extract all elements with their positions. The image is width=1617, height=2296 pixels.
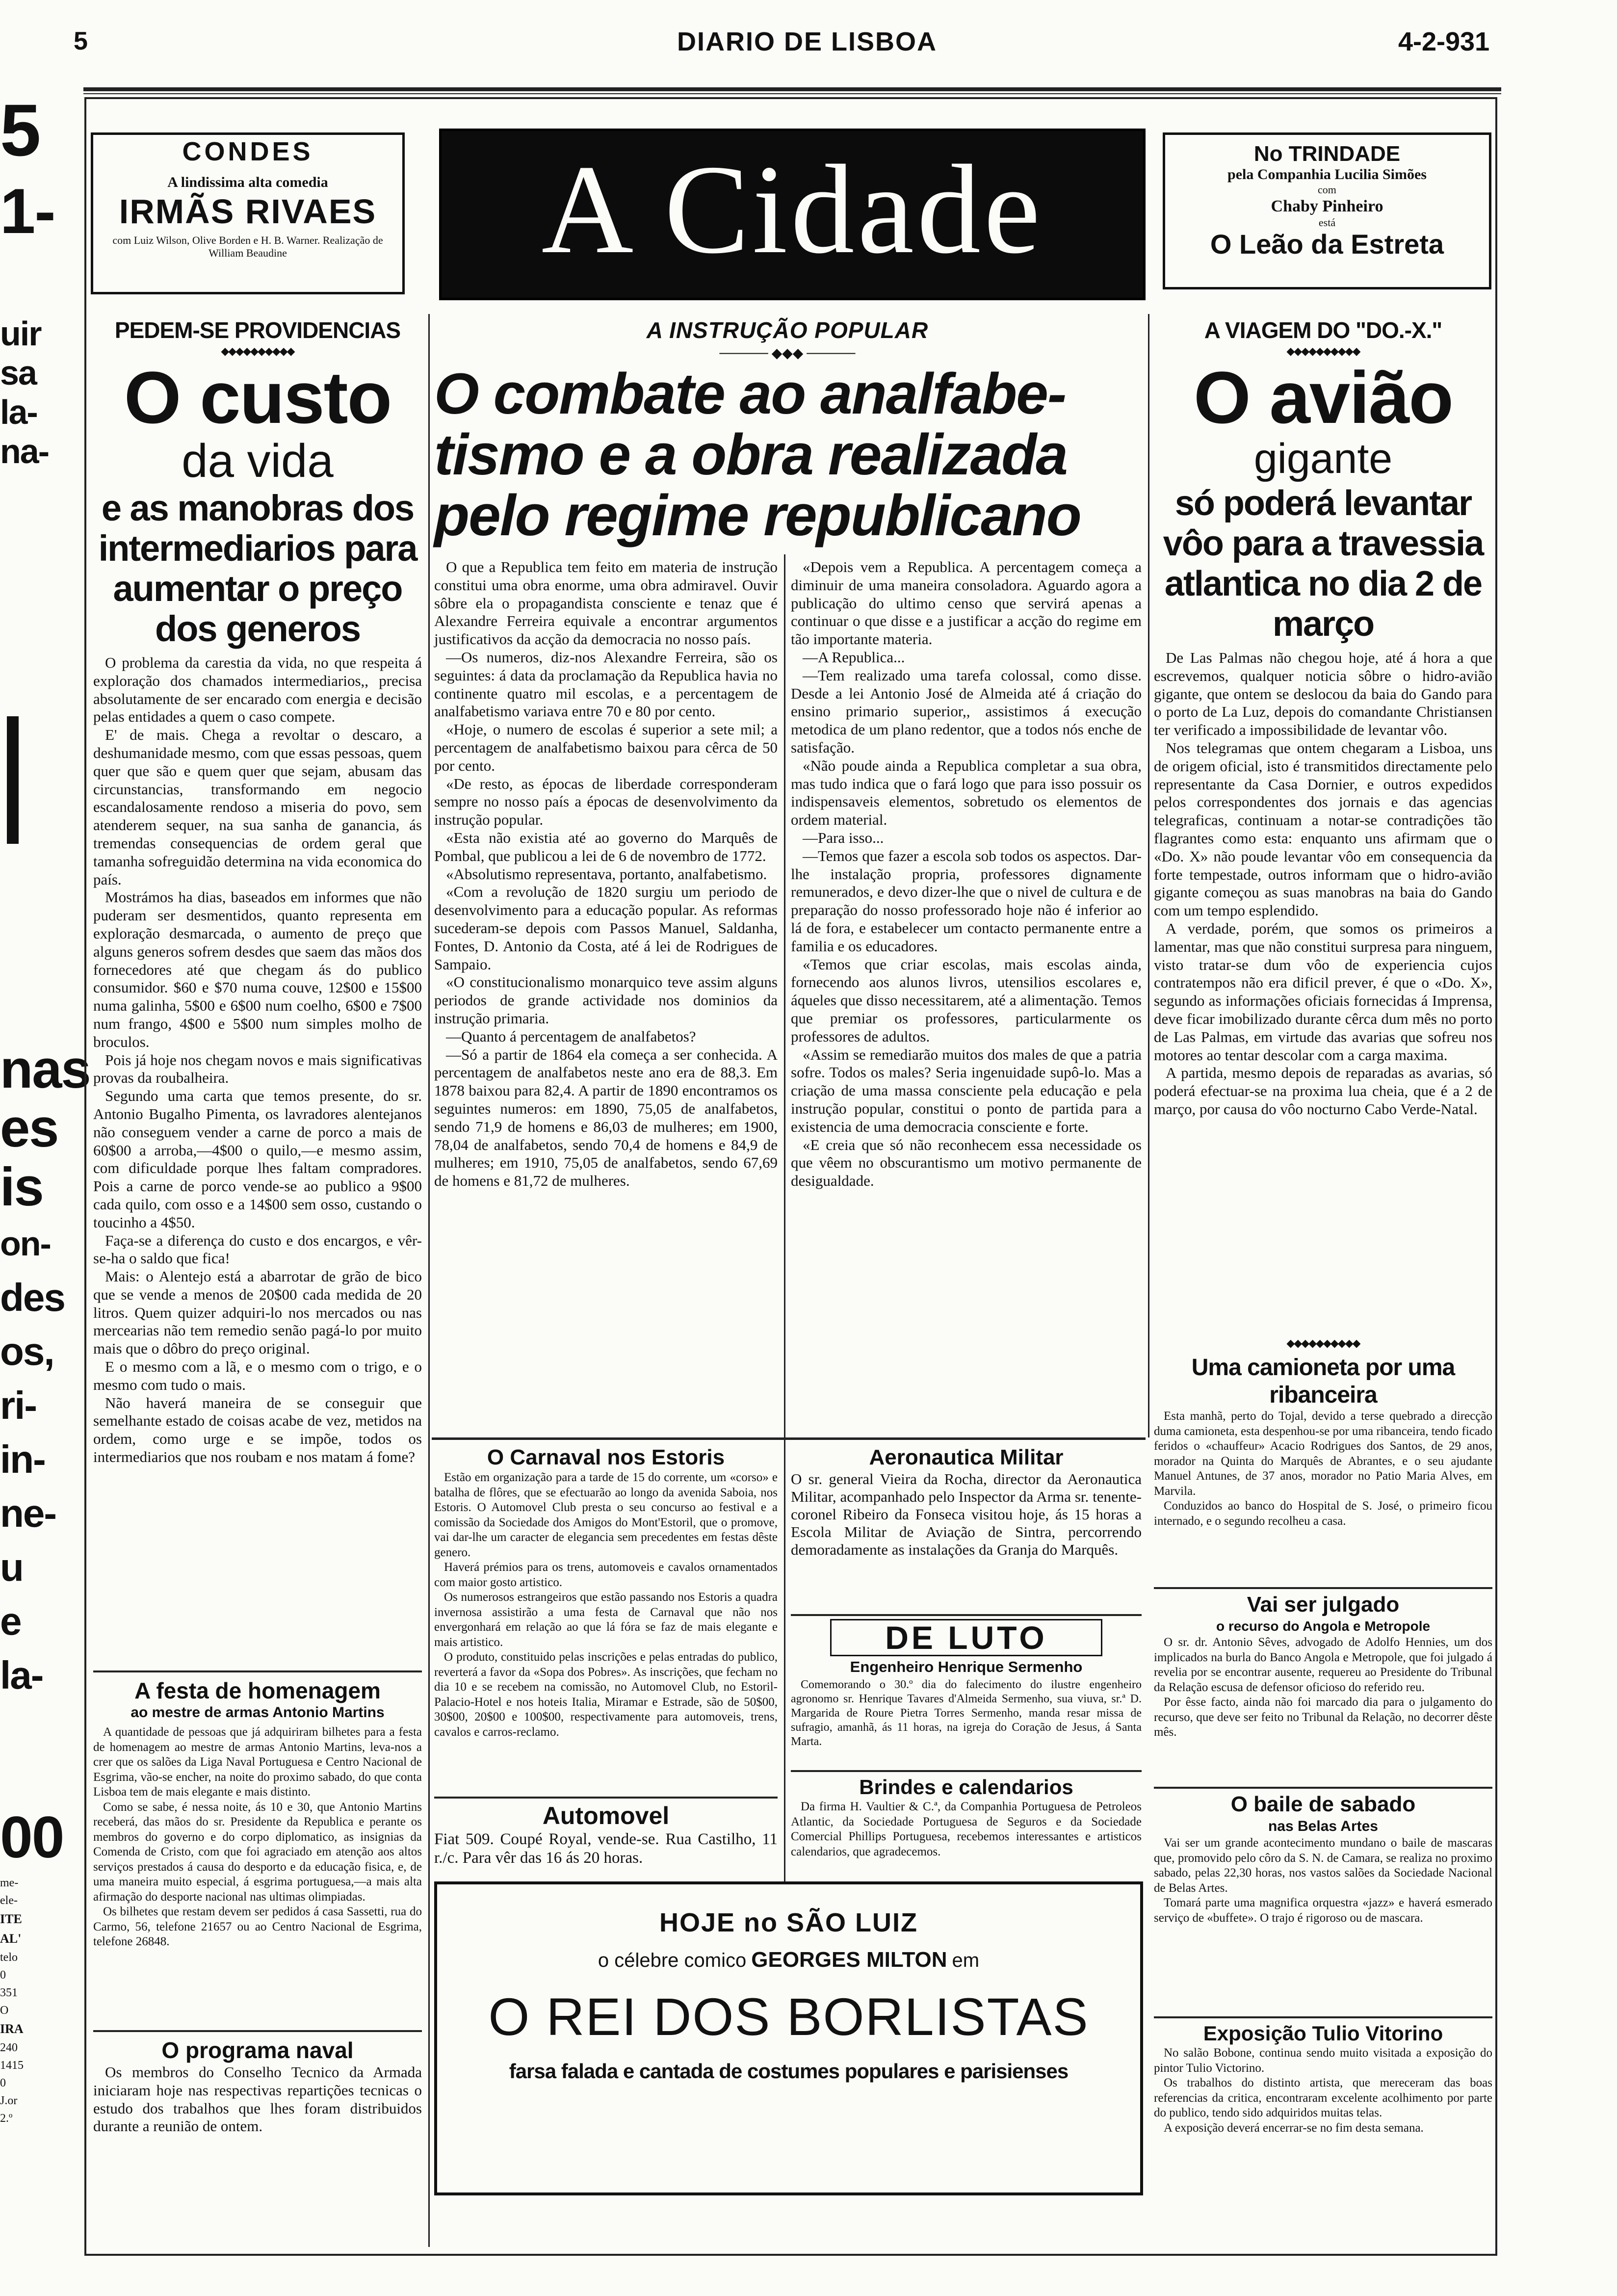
ad-headline: HOJE no SÃO LUIZ: [659, 1908, 918, 1937]
article-title: Uma camioneta por uma ribanceira: [1191, 1355, 1455, 1408]
headline-secondary: da vida: [182, 435, 334, 487]
ad-condes-film: IRMÃS RIVAES: [119, 192, 377, 231]
article-kicker: PEDEM-SE PROVIDENCIAS: [114, 317, 401, 343]
ad-condes: [91, 132, 405, 294]
ad-sao-luiz: HOJE no SÃO LUIZ o célebre comico GEORGES MILTON em O REI DOS BORLISTAS farsa falada e cantada de costumes populares e parisienses: [434, 1881, 1143, 2195]
article-title: A festa de homenagem: [134, 1678, 381, 1703]
headline-main: O avião: [1194, 356, 1453, 439]
headline-main: O custo: [124, 356, 391, 439]
section-title: A Cidade: [541, 139, 1043, 280]
headline-deck: só poderá levantar vôo para a travessia atlantica no dia 2 de março: [1163, 484, 1484, 644]
notice-luto: DE LUTO Engenheiro Henrique Sermenho Comemorando o 30.º dia do falecimento do ilustre engenheiro agronomo sr. Henrique Tavares d'Almeida Sermenho, sua viuva, sr.ª D. Margarida de Roure Pietra Torres Sermenho, manda resar missa de sufragio, amanhã, ás 11 horas, na igreja do Coração de Jesus, á Santa Marta.: [791, 1619, 1142, 1748]
masthead: DIARIO DE LISBOA: [677, 27, 938, 56]
headline-deck: e as manobras dos intermediarios para aumentar o preço dos generos: [98, 488, 417, 649]
article-camioneta: Uma camioneta por uma ribanceira Esta manhã, perto do Tojal, devido a terse quebrado a direcção duma camioneta, esta despenhou-se por uma ribanceira, tendo ficado feridos o «chauffeur» Acacio Rodrigues dos Santos, de 29 anos, morador na Quinta do Marquês de Abrantes, e o seu ajudante Manuel Antunes, de 37 anos, morador no Patio Maria Alves, em Marvila. Conduzidos ao banco do Hospital de S. José, o primeiro ficou internado, e o segundo recolheu a casa.: [1154, 1355, 1493, 1528]
article-kicker: A INSTRUÇÃO POPULAR: [646, 317, 929, 343]
article-subtitle: nas Belas Artes: [1268, 1818, 1378, 1834]
article-instrucao-popular: A INSTRUÇÃO POPULAR ───── ◆◆◆ ───── O combate ao analfabe- tismo e a obra realizada pelo regime republicano: [434, 316, 1141, 546]
ad-subtitle: farsa falada e cantada de costumes populares e parisienses: [509, 2060, 1069, 2083]
classified-automovel: Automovel Fiat 509. Coupé Royal, vende-se. Rua Castilho, 11 r./c. Para vêr das 16 ás 20 horas.: [434, 1802, 778, 1867]
article-carnaval: O Carnaval nos Estoris Estão em organização para a tarde de 15 do corrente, um «corso» e batalha de flôres, que se efectuarão ao longo da avenida Saboia, nos Estoris. O Automovel Club presta o seu concurso ao festival e a comissão da Sociedade dos Amigos do Mont'Estoril, que o promove, vai dar-lhe um caracter de elegancia sem precedentes em festas dêste genero. Haverá prémios para os trens, automoveis e cavalos ornamentados com maior gosto artistico. Os numerosos estrangeiros que estão passando nos Estoris a quadra invernosa assistirão a uma festa de Carnaval que não nos envergonhará em relação ao que lá fóra se faz de mais elegante e mais artistico. O produto, constituido pelas inscrições e pelas entradas do publico, reverterá a favor da «Sopa dos Pobres». As inscrições, que fecham no dia 10 e se recebem na comissão, no Automovel Club, no Estoril-Palacio-Hotel e nos hoteis Italia, Miramar e Estrade, são de 50$00, 30$00, 20$00 e 100$00, respectivamente para automoveis, trens, cavalos e carros-reclamo.: [434, 1445, 778, 1739]
article-aviao-gigante: A VIAGEM DO "DO.-X." ◆◆◆◆◆◆◆◆◆◆ O avião gigante só poderá levantar vôo para a travessia atlantica no dia 2 de março De Las Palmas não chegou hoje, até á hora a que escrevemos, qualquer noticia sôbre o hidro-avião gigante, que ontem se deslocou da baia do Gando para o porto de La Luz, depois do comandante Christiansen ter verificado a impossibilidade de levantar vôo. Nos telegramas que ontem chegaram a Lisboa, uns de origem oficial, isto é transmitidos directamente pelo representante da Casa Dornier, e outros expedidos pelos correspondentes dos jornais e das agencias telegraficas, continuam a notar-se contradições tão flagrantes como esta: enquanto uns afirmam que o «Do. X» não poude levantar vôo em consequencia da forte tempestade, outros informam que o hidro-avião gigante começou as suas manobras na baia do Gando com um tempo esplendido. A verdade, porém, que somos os primeiros a lamentar, mas que não constitui surpresa para ninguem, visto tratar-se dum vôo de experiencia cujos contratempos não era dificil prever, é que o «Do. X», segundo as informações oficiais fornecidas á Imprensa, deve ficar imobilizado durante cêrca dum mês no porto de Las Palmas, em virtude das avarias que sofreu nos motores ao tentar descolar com a carga maxima. A partida, mesmo depois de reparadas as avarias, só poderá efectuar-se na proxima lua cheia, que é a 2 de março, por causa do vôo nocturno Cabo Verde-Natal.: [1154, 317, 1492, 1118]
headline-main: O combate ao analfabe- tismo e a obra realizada pelo regime republicano: [434, 362, 1081, 548]
article-subtitle: o recurso do Angola e Metropole: [1216, 1618, 1431, 1634]
article-title: O programa naval: [161, 2037, 354, 2063]
ad-trindade: No TRINDADE pela Companhia Lucilia Simões com Chaby Pinheiro está O Leão da Estreta: [1163, 132, 1491, 289]
ad-trindade-play: O Leão da Estreta: [1210, 229, 1444, 260]
section-title-box: [439, 129, 1146, 300]
article-custo-vida: PEDEM-SE PROVIDENCIAS ◆◆◆◆◆◆◆◆◆◆ O custo da vida e as manobras dos intermediarios para aumentar o preço dos generos O problema da carestia da vida, no que respeita á exploração dos chamados intermediarios,, precisa absolutamente de ser encarado com energia e decisão pelas entidades a quem o caso compete. E' de mais. Chega a revoltar o descaro, a deshumanidade mesmo, com que essas pessoas, quem quer que são e quem quer que sejam, abusam das circunstancias, transformando em negocio escandalosamente rendoso a miseria do povo, sem atenderem sequer, na sua sanha de ganancia, ás tremendas consequencias de ordem geral que tamanha sofreguidão determina na vida economica do país. Mostrámos ha dias, baseados em informes que não puderam ser desmentidos, quanto representa em exploração desmarcada, o aumento de preço que alguns generos sofrem desdes que saem das mãos dos fornecedores até que chegam ás do publico consumidor. $60 e $70 numa couve, 12$00 e 15$00 numa galinha, 5$00 e 6$00 num coelho, 6$00 e 7$00 num frango, 4$00 e 5$00 num simples molho de broculos. Pois já hoje nos chegam novos e mais significativas provas da roubalheira. Segundo uma carta que temos presente, do sr. Antonio Bugalho Pimenta, os lavradores alentejanos não conseguem vender a carne de porco a mais de 60$00 a arroba,—4$00 o quilo,—e mesmo assim, com dificuldade porque lhes faltam compradores. Pois a carne de porco vende-se ao publico a 9$00 cada quilo, com osso e a 14$00 sem osso, custando o toucinho a 4$50. Faça-se a diferença do custo e dos encargos, e vêr-se-ha o saldo que fica! Mais: o Alentejo está a abarrotar de grão de bico que se vende a menos de 20$00 cada medida de 20 litros. Quem quizer adquiri-lo nos mercados ou nas mercearias não tem remedio senão pagá-lo por muito mais que o dôbro do preço original. E o mesmo com a lã, e o mesmo com o trigo, e o mesmo com tudo o mais. Não haverá maneira de se conseguir que semelhante estado de coisas acabe de vez, metidos na ordem, como urge e se impõe, todos os intermediarios que nos roubam e nos matam á fome?: [93, 317, 422, 1466]
instrucao-col-right: «Depois vem a Republica. A percentagem começa a diminuir de uma maneira consoladora. Aguardo agora a publicação do ultimo censo que servirá apenas a continuar o que disse e a justificar a acção do regime em tão importante materia. —A Republica... —Tem realizado uma tarefa colossal, como disse. Desde a lei Antonio José de Almeida até á criação do ensino primario superior,, assistimos á execução metodica de um plano redentor, que a todos nós enche de satisfação. «Não poude ainda a Republica completar a sua obra, mas tudo indica que o fará logo que para isso possuir os indispensaveis elementos, sobretudo os elementos de ordem material. —Para isso... —Temos que fazer a escola sob todos os aspectos. Dar-lhe instalação propria, professores dignamente remunerados, e devo dizer-lhe que o nivel de cultura e de preparação do nosso professorado hoje não é inferior ao lá de fora, e estabelecer um contacto permanente entre a familia e os educadores. «Temos que criar escolas, mais escolas ainda, fornecendo aos alunos livros, utensilios escolares e, áqueles que disso necessitarem, até a alimentação. Temos que premiar os professores, particularmente os professores de adultos. «Assim se remediarão muitos dos males de que a patria sofre. Todos os males? Seria ingenuidade supô-lo. Mas a criação de uma massa consciente pela educação e pela instrução popular, constitui o ponto de partida para a existencia de uma democracia consciente e forte. «E creia que só não reconhecem essa necessidade os que vêem no obscurantismo um motivo permanente de desigualdade.: [791, 558, 1142, 1190]
article-brindes: Brindes e calendarios Da firma H. Vaultier & C.ª, da Companhia Portuguesa de Petroleos Atlantic, da Sociedade Portuguesa de Seguros e da Sociedade Comercial Phillips Portuguesa, recebemos interessantes e artisticos calendarios, que agradecemos.: [791, 1775, 1142, 1858]
article-title: O Carnaval nos Estoris: [487, 1445, 725, 1469]
article-title: O baile de sabado: [1230, 1792, 1416, 1816]
article-title: Aeronautica Militar: [869, 1445, 1064, 1469]
classified-title: Automovel: [542, 1802, 670, 1829]
page-number: 5: [74, 27, 88, 55]
ad-condes-credits: com Luiz Wilson, Olive Borden e H. B. Warner. Realização de William Beaudine: [112, 234, 383, 259]
article-body: O problema da carestia da vida, no que respeita á exploração dos chamados intermediarios,, precisa absolutamente de ser encarado com energia e decisão pelas entidades a quem o caso compete. E' de mais. Chega a revoltar o descaro, a deshumanidade mesmo, com que essas pessoas, quem quer que são e quem quer que sejam, abusam das circunstancias, transformando em negocio escandalosamente rendoso a miseria do povo, sem atenderem sequer, na sua sanha de ganancia, ás tremendas consequencias de ordem geral que tamanha sofreguidão determina na vida economica do país. Mostrámos ha dias, baseados em informes que não puderam ser desmentidos, quanto representa em exploração desmarcada, o aumento de preço que alguns generos sofrem desdes que saem das mãos dos fornecedores até que chegam ás do publico consumidor. $60 e $70 numa couve, 12$00 e 15$00 numa galinha, 5$00 e 6$00 num coelho, 6$00 e 7$00 num frango, 4$00 e 5$00 num simples molho de broculos. Pois já hoje nos chegam novos e mais significativas provas da roubalheira. Segundo uma carta que temos presente, do sr. Antonio Bugalho Pimenta, os lavradores alentejanos não conseguem vender a carne de porco a mais de 60$00 a arroba,—4$00 o quilo,—e mesmo assim, com dificuldade porque lhes faltam compradores. Pois a carne de porco vende-se ao publico a 9$00 cada quilo, com osso e a 14$00 sem osso, custando o toucinho a 4$50. Faça-se a diferença do custo e dos encargos, e vêr-se-ha o saldo que fica! Mais: o Alentejo está a abarrotar de grão de bico que se vende a menos de 20$00 cada medida de 20 litros. Quem quizer adquiri-lo nos mercados ou nas mercearias não tem remedio senão pagá-lo por muito mais que o dôbro do preço original. E o mesmo com a lã, e o mesmo com o trigo, e o mesmo com tudo o mais. Não haverá maneira de se conseguir que semelhante estado de coisas acabe de vez, metidos na ordem, como urge e se impõe, todos os intermediarios que nos roubam e nos matam á fome?: [93, 654, 422, 1466]
article-title: Brindes e calendarios: [859, 1775, 1073, 1799]
article-programa-naval: O programa naval Os membros do Conselho Tecnico da Armada iniciaram hoje nas respectivas repartições tecnicas o estudo dos trabalhos que lhes foram distribuidos durante a reunião de ontem.: [93, 2037, 422, 2135]
page-date: 4-2-931: [1398, 27, 1490, 56]
headline-secondary: gigante: [1253, 435, 1393, 482]
left-page-edge: 5 1- uir sa la- na- nas es is on- des os, ri- in- ne- u e la- 00 me- ele- ITE AL' telo 0 351 O IRA 240 1415 0 J.or 2.º: [0, 89, 90, 2125]
ad-condes-tag: A lindissima alta comedia: [167, 174, 328, 190]
article-aeronautica: Aeronautica Militar O sr. general Vieira da Rocha, director da Aeronautica Militar, acompanhado pelo Inspector da Arma sr. tenente-coronel Ribeiro da Fonseca visitou hoje, ás 15 horas a Escola Militar de Aviação de Sintra, percorrendo demoradamente as instalações da Granja do Marquês.: [791, 1445, 1142, 1558]
article-subtitle: ao mestre de armas Antonio Martins: [130, 1704, 385, 1721]
article-julgado: Vai ser julgado o recurso do Angola e Metropole O sr. dr. Antonio Sêves, advogado de Adolfo Hennies, um dos implicados na burla do Banco Angola e Metropole, que foi julgado á revelia por se encontrar ausente, requereu ao Presidente do Tribunal da Relação escusa de defensor oficioso do referido reu. Por êsse facto, ainda não foi marcado dia para o julgamento do recurso, que deve ser feito no Tribunal da Relação, no decorrer dêste mês.: [1154, 1592, 1492, 1739]
notice-title: DE LUTO: [885, 1619, 1047, 1656]
ad-condes-name: CONDES: [182, 137, 313, 166]
article-title: Vai ser julgado: [1247, 1592, 1400, 1617]
article-baile: O baile de sabado nas Belas Artes Vai ser um grande acontecimento mundano o baile de mascaras que, promovido pelo côro da S. N. de Camara, se realiza no proximo sabado, pelas 22,30 horas, nos vastos salões da Sociedade Nacional de Belas Artes. Tomará parte uma magnifica orquestra «jazz» e haverá esmerado serviço de «buffete». O trajo é rigoroso ou de mascara.: [1154, 1792, 1492, 1925]
article-kicker: A VIAGEM DO "DO.-X.": [1204, 317, 1442, 343]
ad-film-title: O REI DOS BORLISTAS: [488, 1987, 1089, 2046]
ad-trindade-venue: No TRINDADE: [1253, 142, 1401, 166]
article-festa-homenagem: A festa de homenagem ao mestre de armas Antonio Martins A quantidade de pessoas que já adquiriram bilhetes para a festa de homenagem ao mestre de armas Antonio Martins, leva-nos a crer que os salões da Liga Naval Portuguesa e Centro Nacional de Esgrima, vão-se encher, na noite do proximo sabado, do que conta Lisboa tem de mais elegante e mais distinto. Como se sabe, é nessa noite, ás 10 e 30, que Antonio Martins receberá, das mãos do sr. Presidente da Republica e perante os membros do governo e do corpo diplomatico, as insignias da Comenda de Cristo, com que foi agraciado em atenção aos altos serviços prestados á causa do desporto e da educação fisica, e, de uma maneira muito especial, á esgrima portuguesa,—a mais alta afirmação do desporte nacional nas ultimas olimpiadas. Os bilhetes que restam devem ser pedidos á casa Sassetti, rua do Carmo, 56, telefone 21657 ou ao Centro Nacional de Esgrima, telefone 26848.: [93, 1678, 422, 1948]
instrucao-col-left: O que a Republica tem feito em materia de instrução constitui uma obra enorme, uma obra admiravel. Ouvir sôbre ela o propagandista consciente e tenaz que é Alexandre Ferreira equivale a encontrar argumentos justificativos da acção da democracia no nosso país. —Os numeros, diz-nos Alexandre Ferreira, são os seguintes: á data da proclamação da Republica havia no continente quatro mil escolas, e a percentagem de analfabetismo variava entre 70 e 80 por cento. «Hoje, o numero de escolas é superior a sete mil; a percentagem de analfabetismo baixou para cêrca de 50 por cento. «De resto, as épocas de liberdade corresponderam sempre no nosso país a épocas de desenvolvimento da instrução popular. «Esta não existia até ao governo do Marquês de Pombal, que publicou a lei de 6 de novembro de 1772. «Absolutismo representava, portanto, analfabetismo. «Com a revolução de 1820 surgiu um periodo de desenvolvimento para a educação popular. As reformas sucederam-se depois com Passos Manuel, Saldanha, Fontes, D. Antonio da Costa, até á lei de Rodrigues de Sampaio. «O constitucionalismo monarquico teve assim alguns periodos de grande actividade nos dominios da instrução primaria. —Quanto á percentagem de analfabetos? —Só a partir de 1864 ela começa a ser conhecida. A percentagem de analfabetos neste ano era de 88,3. Em 1878 baixou para 82,4. A partir de 1890 encontramos os seguintes numeros: em 1890, 75,05 de analfabetos, sendo 71,9 de homens e 86,03 de mulheres; em 1900, 78,04 de analfabetos, sendo 70,4 de homens e 84,9 de mulheres; em 1910, 75,05 de analfabetos, sendo 67,69 de homens e 81,72 de mulheres.: [434, 558, 778, 1190]
notice-name: Engenheiro Henrique Sermenho: [850, 1658, 1083, 1675]
article-title: Exposição Tulio Vitorino: [1203, 2022, 1443, 2045]
article-exposicao: Exposição Tulio Vitorino No salão Bobone, continua sendo muito visitada a exposição do pintor Tulio Victorino. Os trabalhos do distinto artista, que mereceram das boas referencias da critica, encontraram excelente acolhimento por parte do publico, tendo sido adquiridos muitas telas. A exposição deverá encerrar-se no fim desta semana.: [1154, 2022, 1492, 2135]
